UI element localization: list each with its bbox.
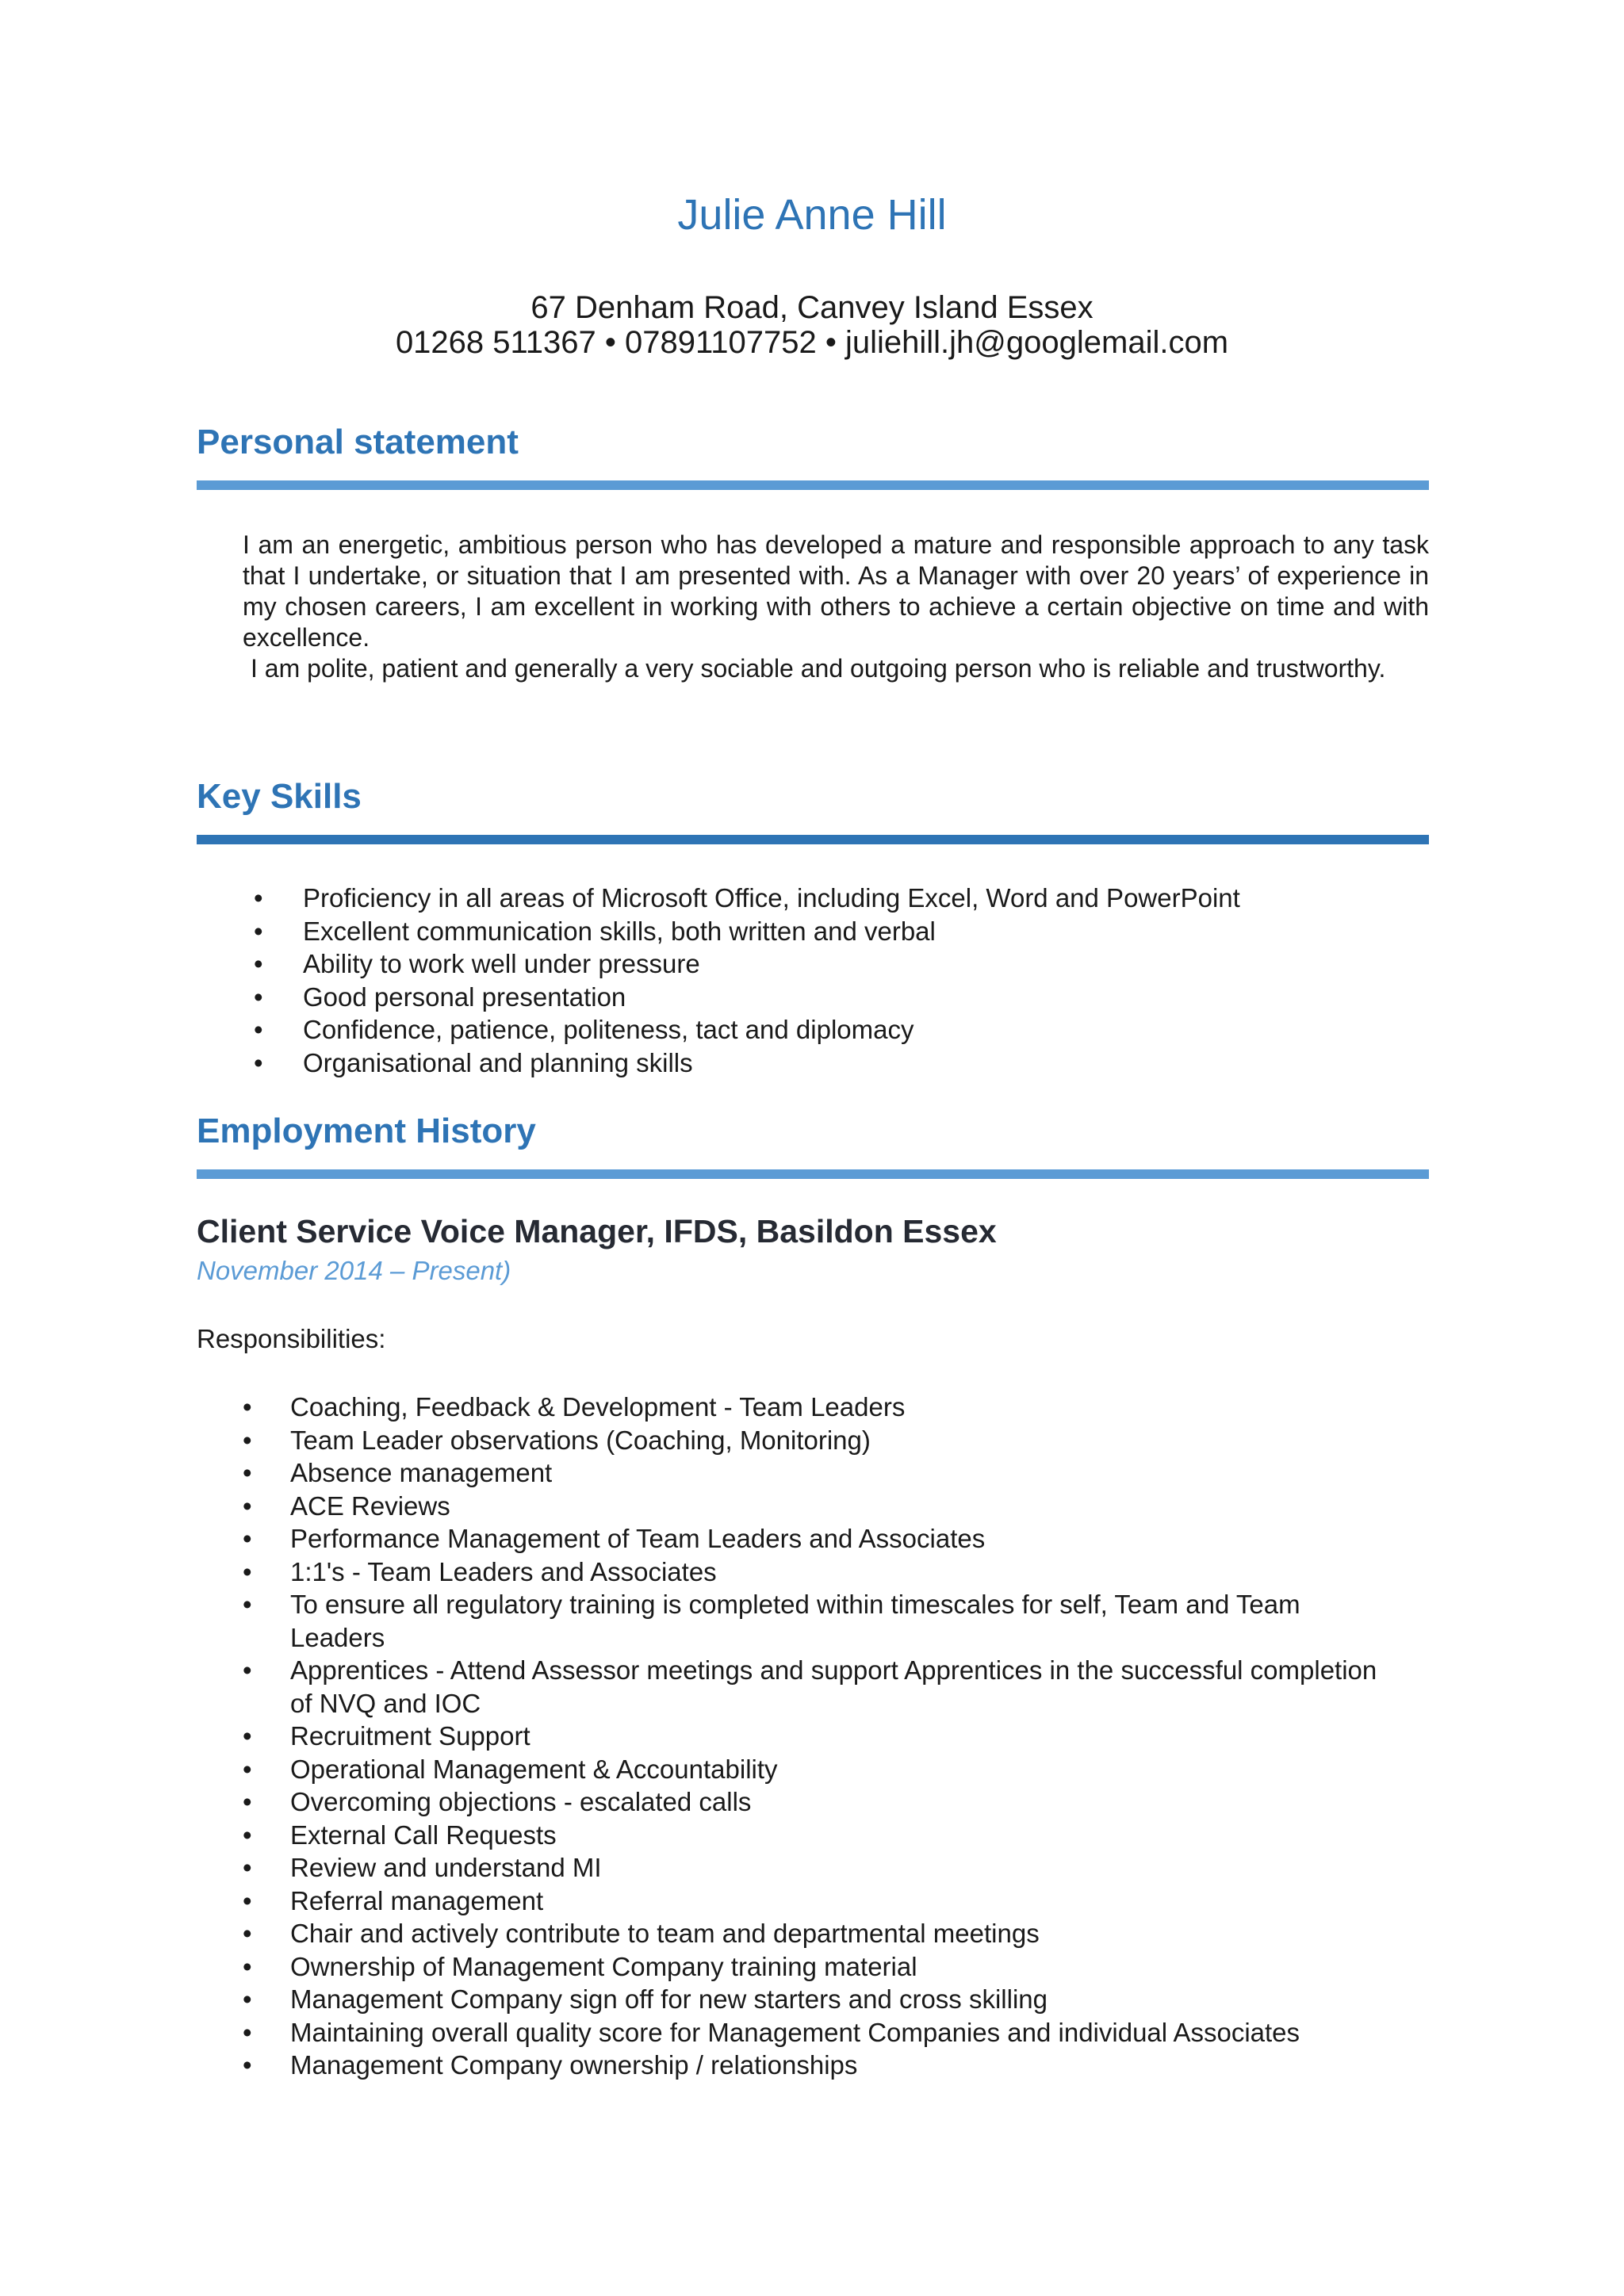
skill-item xyxy=(254,1047,1411,1080)
responsibility-item-text: Referral management xyxy=(290,1885,544,1915)
bullet-icon: • xyxy=(243,1425,252,1455)
skill-item-text: Good personal presentation xyxy=(303,982,626,1012)
bullet-icon: • xyxy=(243,1655,252,1685)
skill-item-text: Confidence, patience, politeness, tact and diplomacy xyxy=(303,1015,914,1044)
bullet-icon: • xyxy=(243,1490,252,1521)
bullet-icon: • xyxy=(254,1015,263,1044)
skill-item xyxy=(254,981,1411,1014)
responsibility-item xyxy=(243,1720,1385,1753)
skill-item xyxy=(254,947,1411,981)
contact-line: 01268 511367 • 07891107752 • juliehill.jh@googlemail.com xyxy=(395,325,1229,360)
responsibility-item xyxy=(243,1785,1385,1819)
responsibility-item xyxy=(243,1522,1385,1556)
candidate-name: Julie Anne Hill xyxy=(677,191,947,239)
bullet-icon: • xyxy=(243,1919,252,1948)
bullet-icon: • xyxy=(243,1754,252,1784)
responsibility-item xyxy=(243,1851,1385,1885)
responsibility-item xyxy=(243,1588,1385,1654)
section-divider xyxy=(197,1169,1429,1179)
bullet-icon: • xyxy=(254,982,263,1012)
skill-item-text: Proficiency in all areas of Microsoft Office, including Excel, Word and PowerPoint xyxy=(303,883,1240,913)
statement-paragraph: I am an energetic, ambitious person who has developed a mature and responsible approach to any task that I undertake, or situation that I am presented with. As a Manager with over 20 years’ of experience in my chosen careers, I am excellent in working with others to achieve a certain objective on time and with excellence. xyxy=(243,530,1429,652)
personal-statement-heading: Personal statement xyxy=(197,423,519,461)
statement-paragraph: I am polite, patient and generally a very sociable and outgoing person who is reliable and trustworthy. xyxy=(251,654,1386,683)
key-skills-list xyxy=(254,882,1411,1079)
job-title: Client Service Voice Manager, IFDS, Basildon Essex xyxy=(197,1213,997,1249)
employment-history-heading: Employment History xyxy=(197,1112,536,1150)
responsibility-item xyxy=(243,1391,1385,1424)
bullet-icon: • xyxy=(243,1853,252,1882)
responsibility-item xyxy=(243,1490,1385,1523)
skill-item-text: Ability to work well under pressure xyxy=(303,949,700,978)
skill-item xyxy=(254,915,1411,948)
responsibility-item xyxy=(243,1917,1385,1950)
bullet-icon: • xyxy=(243,2017,252,2047)
skill-item xyxy=(254,1013,1411,1047)
responsibility-item xyxy=(243,2049,1385,2082)
bullet-icon: • xyxy=(243,2050,252,2080)
responsibility-item-text: Management Company sign off for new starters and cross skilling xyxy=(290,1984,1048,2014)
responsibility-item-text: Ownership of Management Company training material xyxy=(290,1951,917,1981)
responsibility-item xyxy=(243,1556,1385,1589)
responsibility-item xyxy=(243,1950,1385,1984)
responsibilities-list xyxy=(243,1391,1385,2082)
responsibility-item-text: Review and understand MI xyxy=(290,1853,602,1882)
section-divider xyxy=(197,835,1429,844)
responsibility-item-text: Apprentices - Attend Assessor meetings and support Apprentices in the successful completion of NVQ and IOC xyxy=(290,1655,1377,1718)
responsibility-item-text: Team Leader observations (Coaching, Monitoring) xyxy=(290,1425,871,1455)
responsibility-item-text: Maintaining overall quality score for Management Companies and individual Associates xyxy=(290,2017,1300,2047)
bullet-icon: • xyxy=(243,1787,252,1816)
job-dates: November 2014 – Present) xyxy=(197,1256,511,1285)
bullet-icon: • xyxy=(243,1590,252,1619)
section-divider xyxy=(197,480,1429,490)
bullet-icon: • xyxy=(254,1047,263,1077)
responsibility-item xyxy=(243,1819,1385,1852)
skill-item-text: Excellent communication skills, both written and verbal xyxy=(303,916,936,946)
responsibility-item-text: Coaching, Feedback & Development - Team Leaders xyxy=(290,1392,906,1422)
responsibility-item xyxy=(243,1424,1385,1457)
bullet-icon: • xyxy=(254,916,263,946)
responsibility-item-text: Operational Management & Accountability xyxy=(290,1754,778,1784)
responsibility-item xyxy=(243,2016,1385,2049)
personal-statement-text xyxy=(243,530,1429,684)
responsibility-item xyxy=(243,1753,1385,1786)
bullet-icon: • xyxy=(243,1984,252,2014)
bullet-icon: • xyxy=(243,1951,252,1981)
responsibility-item-text: Absence management xyxy=(290,1458,553,1487)
bullet-icon: • xyxy=(254,883,263,913)
bullet-icon: • xyxy=(243,1885,252,1915)
responsibility-item-text: Management Company ownership / relationships xyxy=(290,2050,858,2080)
responsibilities-label: Responsibilities: xyxy=(197,1324,386,1353)
skill-item-text: Organisational and planning skills xyxy=(303,1047,693,1077)
responsibility-item-text: Overcoming objections - escalated calls xyxy=(290,1787,752,1816)
responsibility-item xyxy=(243,1885,1385,1918)
responsibility-item xyxy=(243,1456,1385,1490)
skill-item xyxy=(254,882,1411,915)
responsibility-item-text: Performance Management of Team Leaders and Associates xyxy=(290,1524,986,1553)
responsibility-item-text: Recruitment Support xyxy=(290,1721,530,1751)
address: 67 Denham Road, Canvey Island Essex xyxy=(530,290,1094,325)
responsibility-item-text: External Call Requests xyxy=(290,1820,557,1850)
key-skills-heading: Key Skills xyxy=(197,777,362,816)
responsibility-item-text: 1:1's - Team Leaders and Associates xyxy=(290,1556,717,1586)
responsibility-item-text: To ensure all regulatory training is completed within timescales for self, Team and Team Leaders xyxy=(290,1590,1300,1652)
responsibility-item xyxy=(243,1983,1385,2016)
bullet-icon: • xyxy=(243,1458,252,1487)
responsibility-item-text: Chair and actively contribute to team and departmental meetings xyxy=(290,1919,1040,1948)
responsibility-item xyxy=(243,1654,1385,1720)
bullet-icon: • xyxy=(243,1524,252,1553)
bullet-icon: • xyxy=(243,1721,252,1751)
responsibility-item-text: ACE Reviews xyxy=(290,1490,450,1521)
bullet-icon: • xyxy=(243,1556,252,1586)
bullet-icon: • xyxy=(243,1392,252,1422)
bullet-icon: • xyxy=(254,949,263,978)
bullet-icon: • xyxy=(243,1820,252,1850)
